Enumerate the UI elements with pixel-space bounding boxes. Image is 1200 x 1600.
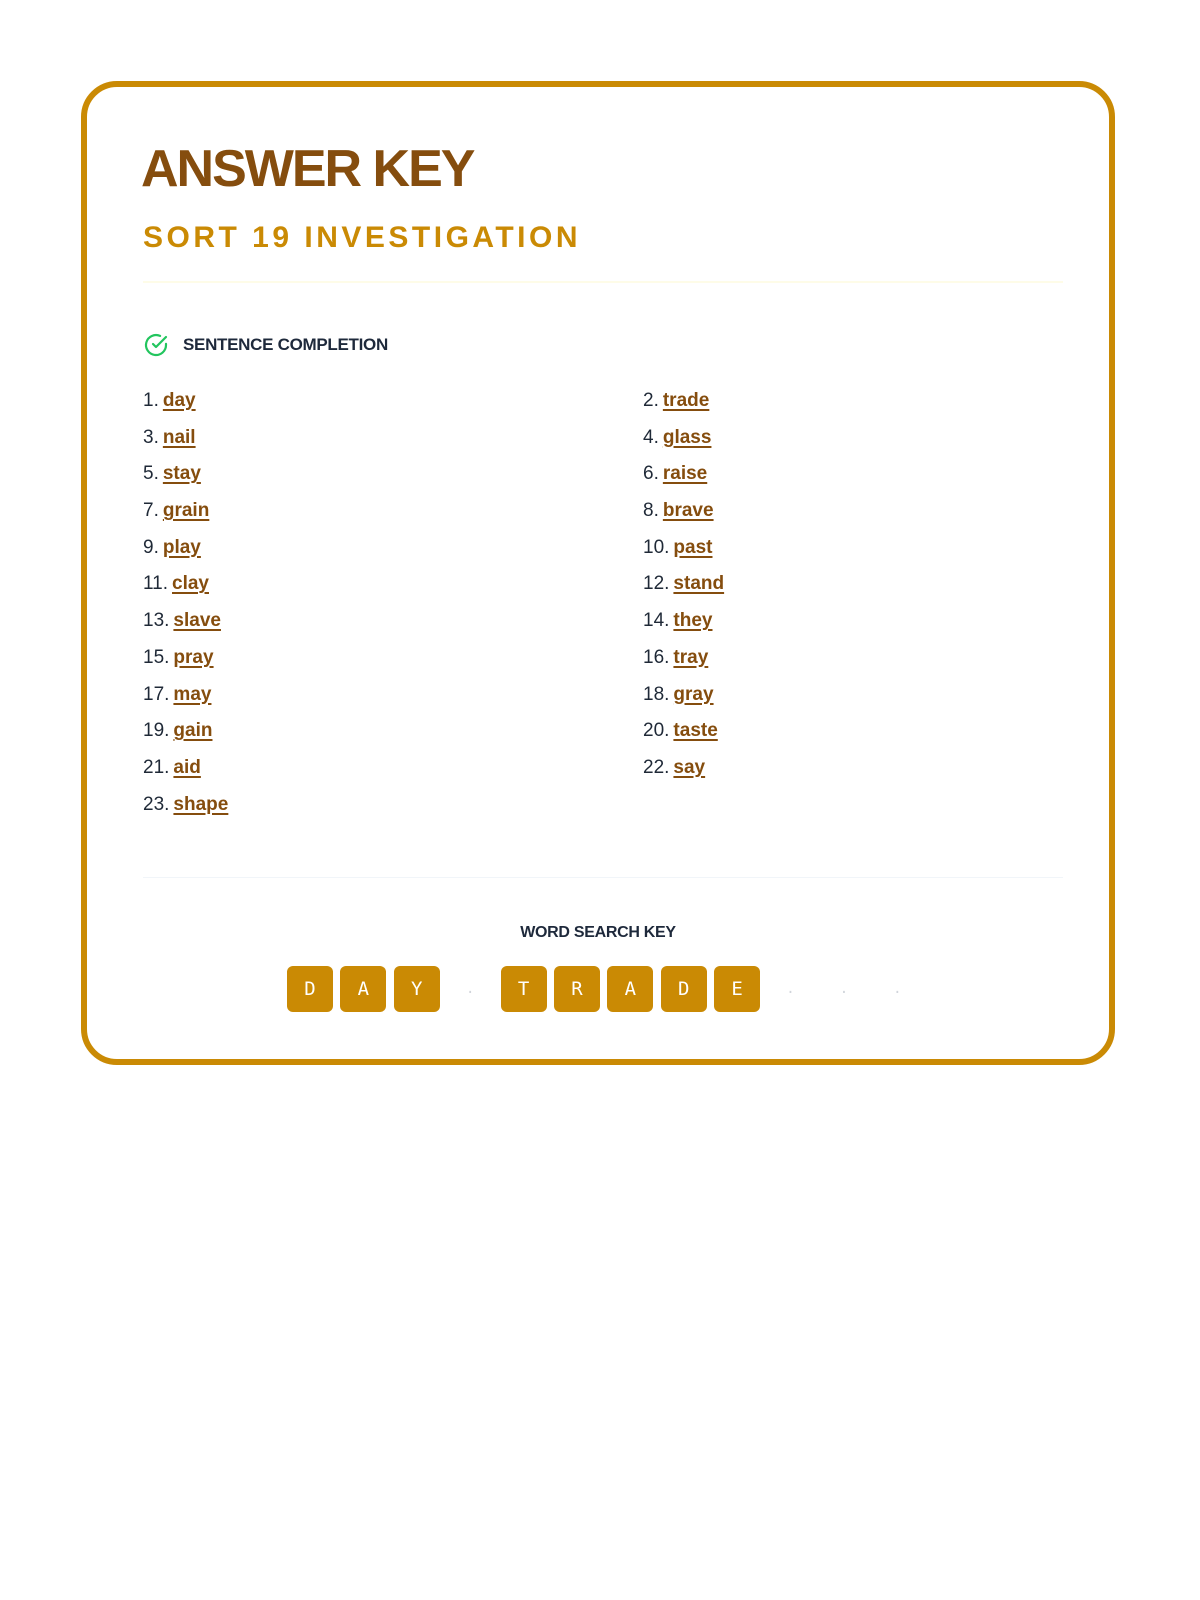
answer-key-card: [81, 81, 1115, 1065]
answer-word: say: [673, 756, 706, 778]
answer-word: trade: [662, 390, 710, 411]
word-search-letter: D: [661, 966, 707, 1012]
answer-word: day: [162, 390, 196, 411]
answer-item: [643, 383, 1063, 420]
answer-number: 14.: [643, 610, 670, 632]
answer-item: [643, 640, 1063, 677]
answer-number: 21.: [143, 756, 170, 778]
answer-number: 9.: [143, 536, 159, 558]
sentence-completion-label: SENTENCE COMPLETION: [183, 335, 388, 354]
answer-word: gray: [673, 683, 714, 705]
answer-number: 8.: [643, 500, 659, 522]
answer-number: 7.: [143, 500, 159, 522]
answer-item: [143, 640, 643, 677]
answer-number: 2.: [643, 390, 659, 411]
answer-number: 19.: [143, 720, 170, 742]
answer-item: [643, 677, 1063, 714]
answer-number: 20.: [643, 720, 670, 742]
answer-item: [143, 713, 643, 750]
word-search-letter: D: [287, 966, 333, 1012]
answer-word: gain: [173, 720, 213, 742]
answer-word: slave: [173, 610, 221, 632]
answer-word: may: [173, 683, 212, 705]
answer-number: 22.: [643, 756, 670, 778]
answer-word: tray: [673, 646, 709, 668]
answer-number: 11.: [143, 573, 169, 595]
answer-word: stay: [162, 463, 201, 485]
answer-item: [143, 677, 643, 714]
word-search-letter: Y: [394, 966, 440, 1012]
word-search-row: [287, 966, 928, 1012]
answer-word: play: [162, 536, 201, 558]
answer-item: [643, 566, 1063, 603]
answer-number: 23.: [143, 793, 170, 815]
answer-item: [643, 530, 1063, 567]
page-title: ANSWER KEY: [141, 140, 474, 198]
header-divider: [143, 281, 1063, 283]
word-search-empty-cell: .: [465, 981, 475, 997]
answer-item: [643, 603, 1063, 640]
answer-word: pray: [173, 646, 214, 668]
answer-item: [643, 750, 1063, 787]
answer-word: grain: [162, 500, 210, 522]
word-search-letter: A: [607, 966, 653, 1012]
answer-number: 16.: [643, 646, 670, 668]
answer-word: stand: [673, 573, 725, 595]
answer-item: [143, 383, 643, 420]
answer-number: 12.: [643, 573, 670, 595]
section-divider: [143, 877, 1063, 878]
answer-number: 13.: [143, 610, 170, 632]
answer-number: 4.: [643, 426, 659, 448]
answer-number: 10.: [643, 536, 670, 558]
answer-word: aid: [173, 756, 201, 778]
answer-item: [143, 493, 643, 530]
answer-item: [643, 456, 1063, 493]
answer-word: raise: [662, 463, 708, 485]
word-search-empty-cell: .: [786, 981, 795, 997]
answer-item: [143, 787, 643, 824]
answer-number: 6.: [643, 463, 659, 485]
answer-word: taste: [673, 720, 718, 742]
answer-number: 5.: [143, 463, 159, 485]
answer-word: shape: [173, 793, 229, 815]
answer-word: they: [673, 610, 713, 632]
word-search-letter: A: [340, 966, 386, 1012]
answers-list: [143, 383, 1063, 823]
word-search-letter: R: [554, 966, 600, 1012]
page-subtitle: SORT 19 INVESTIGATION: [143, 221, 581, 254]
answer-word: brave: [662, 500, 714, 522]
answer-word: nail: [162, 426, 196, 448]
answer-number: 1.: [143, 390, 159, 411]
sentence-completion-header: [143, 332, 388, 358]
answer-number: 15.: [143, 646, 170, 668]
word-search-empty-cell: .: [893, 981, 902, 997]
answer-item: [643, 493, 1063, 530]
answer-number: 3.: [143, 426, 159, 448]
answer-word: past: [673, 536, 713, 558]
answer-number: 17.: [143, 683, 170, 705]
answer-item: [143, 566, 643, 603]
answer-item: [143, 420, 643, 457]
answer-number: 18.: [643, 683, 670, 705]
word-search-empty-cell: .: [839, 981, 849, 997]
word-search-letter: T: [501, 966, 547, 1012]
answer-item: [643, 420, 1063, 457]
answer-item: [143, 603, 643, 640]
word-search-label: WORD SEARCH KEY: [520, 924, 676, 941]
answer-item: [643, 713, 1063, 750]
answer-word: glass: [662, 426, 712, 448]
answer-item: [143, 530, 643, 567]
answer-word: clay: [172, 573, 209, 595]
check-circle-icon: [143, 332, 169, 358]
word-search-letter: E: [714, 966, 760, 1012]
answer-item: [143, 750, 643, 787]
answer-item: [143, 456, 643, 493]
